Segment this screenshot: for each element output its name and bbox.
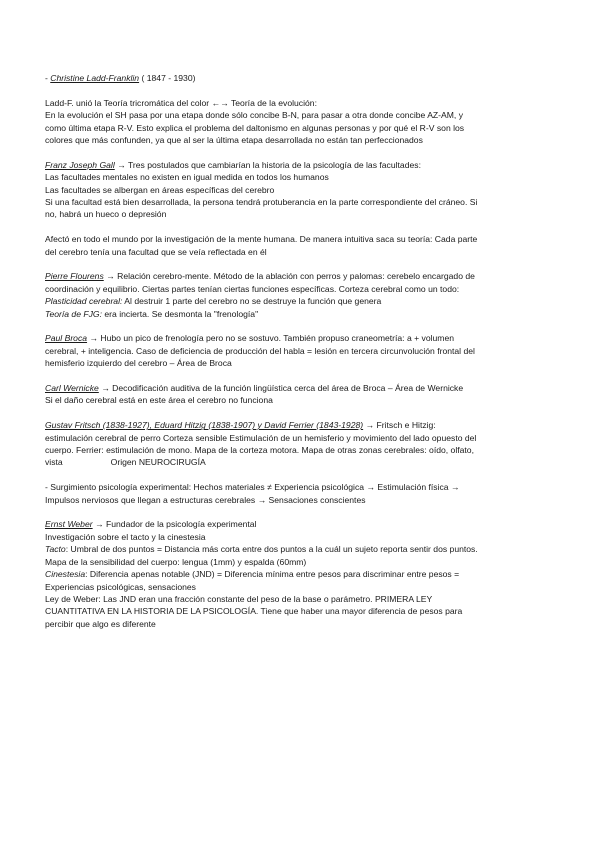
tacto-label: Tacto	[45, 544, 66, 555]
weber-line-2: Investigación sobre el tacto y la cinestesia	[45, 531, 206, 542]
gall-name: Franz Joseph Gall	[45, 159, 115, 170]
fjg-text: era incierta. Se desmonta la "frenología"	[102, 308, 259, 319]
plasticity-text: Al destruir 1 parte del cerebro no se destruye la función que genera	[122, 296, 382, 307]
cinestesia-text: : Diferencia apenas notable (JND) = Diferencia mínima entre pesos para discriminar entre pesos =	[85, 569, 460, 580]
wernicke-heading	[45, 382, 556, 394]
broca-line-2: cerebral, + inteligencia. Caso de deficiencia de producción del habla = lesión en tercera circunvolución frontal del	[45, 345, 475, 356]
weber-line-4: Mapa de la sensibilidad del cuerpo: lengua (1mm) y espalda (60mm)	[45, 556, 307, 567]
flourens-plasticity	[45, 295, 556, 307]
wernicke-name: Carl Wernicke	[45, 383, 99, 394]
weber-line-9: percibir que algo es diferente	[45, 618, 156, 629]
fritsch-section	[45, 419, 556, 469]
flourens-name: Pierre Flourens	[45, 271, 104, 282]
gall-section	[45, 159, 556, 221]
impact-line-1: Afectó en todo el mundo por la investigación de la mente humana. De manera intuitiva saca su teoría: Cada parte	[45, 234, 478, 245]
wernicke-intro: → Decodificación auditiva de la función lingüística cerca del área de Broca – Área de Wernicke	[98, 383, 464, 394]
weber-line-7: Ley de Weber: Las JND eran una fracción constante del peso de la base o parámetro. PRIMERA LEY	[45, 593, 433, 604]
ladd-line-3: como última etapa R-V. Esto explica el problema del daltonismo en algunas personas y por qué el R-V son los	[45, 122, 465, 133]
experimental-line-2: Impulsos nerviosos que llegan a estructuras cerebrales → Sensaciones conscientes	[45, 494, 366, 505]
ladd-line-4: colores que más confunden, ya que al ser la última etapa desarrollada no están tan perfeccionados	[45, 135, 423, 146]
tacto-text: : Umbral de dos puntos = Distancia más corta entre dos puntos a la cuál un sujeto reporta sentir dos puntos.	[65, 544, 478, 555]
flourens-heading	[45, 270, 556, 282]
gall-line-3: Si una facultad está bien desarrollada, la persona tendrá protuberancia en la parte correspondiente del cráneo. Si	[45, 197, 478, 208]
fjg-label: Teoría de FJG:	[45, 308, 103, 319]
plasticity-label: Plasticidad cerebral:	[45, 296, 123, 307]
gall-line-2: Las facultades se albergan en áreas específicas del cerebro	[45, 184, 275, 195]
broca-heading	[45, 332, 556, 344]
flourens-section	[45, 270, 556, 320]
broca-section	[45, 332, 556, 369]
weber-line-6: Experiencias psicológicas, sensaciones	[45, 581, 196, 592]
gall-line-4: no, habrá un hueco o depresión	[45, 209, 167, 220]
experimental-line-1: - Surgimiento psicología experimental: Hechos materiales ≠ Experiencia psicológica → Estimulación física →	[45, 482, 460, 493]
experimental-section	[45, 481, 556, 506]
ladd-heading	[45, 72, 556, 84]
fritsch-heading	[45, 419, 556, 431]
gall-line-1: Las facultades mentales no existen en igual medida en todos los humanos	[45, 172, 329, 183]
weber-heading	[45, 518, 556, 530]
ladd-franklin-name: Christine Ladd-Franklin	[50, 73, 140, 83]
fritsch-line-2: estimulación cerebral de perro Corteza sensible Estimulación de un hemisferio y movimiento del lado opuesto del	[45, 432, 477, 443]
fritsch-line-4	[45, 456, 556, 468]
weber-tacto	[45, 543, 556, 555]
ladd-heading-block	[45, 72, 556, 84]
ladd-paragraph	[45, 97, 556, 147]
weber-line-8: CUANTITATIVA EN LA HISTORIA DE LA PSICOLOGÍA. Tiene que haber una mayor diferencia de pesos para	[45, 606, 463, 617]
cinestesia-label: Cinestesia	[45, 569, 86, 580]
flourens-intro: → Relación cerebro-mente. Método de la ablación con perros y palomas: cerebelo encargado de	[103, 271, 475, 282]
impact-line-2: del cerebro tenía una facultad que se veía reflectada en él	[45, 246, 267, 257]
fritsch-vista: vista	[45, 457, 63, 468]
ladd-line-1: Ladd-F. unió la Teoría tricromática del color ←→ Teoría de la evolución:	[45, 97, 317, 108]
weber-intro: → Fundador de la psicología experimental	[92, 519, 257, 530]
broca-intro: → Hubo un pico de frenología pero no se sostuvo. También propuso craneometría: a + volumen	[87, 333, 455, 344]
gall-heading	[45, 159, 556, 171]
ladd-dates: ( 1847 - 1930)	[139, 73, 196, 83]
wernicke-section	[45, 382, 556, 407]
fritsch-hitzig-ferrier-names: Gustav Fritsch (1838-1927), Eduard Hitzig (1838-1907) y David Ferrier (1843-1928)	[45, 420, 364, 431]
ladd-line-2: En la evolución el SH pasa por una etapa donde sólo concibe B-N, para pasar a otra donde concibe AZ-AM, y	[45, 110, 464, 121]
fritsch-intro: → Fritsch e Hitzig:	[363, 420, 436, 431]
broca-name: Paul Broca	[45, 333, 88, 344]
broca-line-3: hemisferio izquierdo del cerebro – Área de Broca	[45, 358, 232, 369]
fritsch-line-3: cuerpo. Ferrier: estimulación de mono. Mapa de la corteza motora. Mapa de otras zonas cerebrales: oído, olfato,	[45, 445, 474, 456]
neurosurgery-origin: Origen NEUROCIRUGÍA	[110, 457, 206, 468]
wernicke-line-2: Si el daño cerebral está en este área el cerebro no funciona	[45, 395, 273, 406]
weber-name: Ernst Weber	[45, 519, 93, 530]
gall-intro: → Tres postulados que cambiarían la historia de la psicología de las facultades:	[114, 159, 421, 170]
flourens-line-2: coordinación y equilibrio. Ciertas partes tenían ciertas funciones específicas. Corteza cerebral como un todo:	[45, 283, 460, 294]
impact-section	[45, 233, 556, 258]
flourens-fjg	[45, 308, 556, 320]
bullet-prefix: -	[45, 73, 51, 83]
weber-section	[45, 518, 556, 630]
weber-cinestesia	[45, 568, 556, 580]
